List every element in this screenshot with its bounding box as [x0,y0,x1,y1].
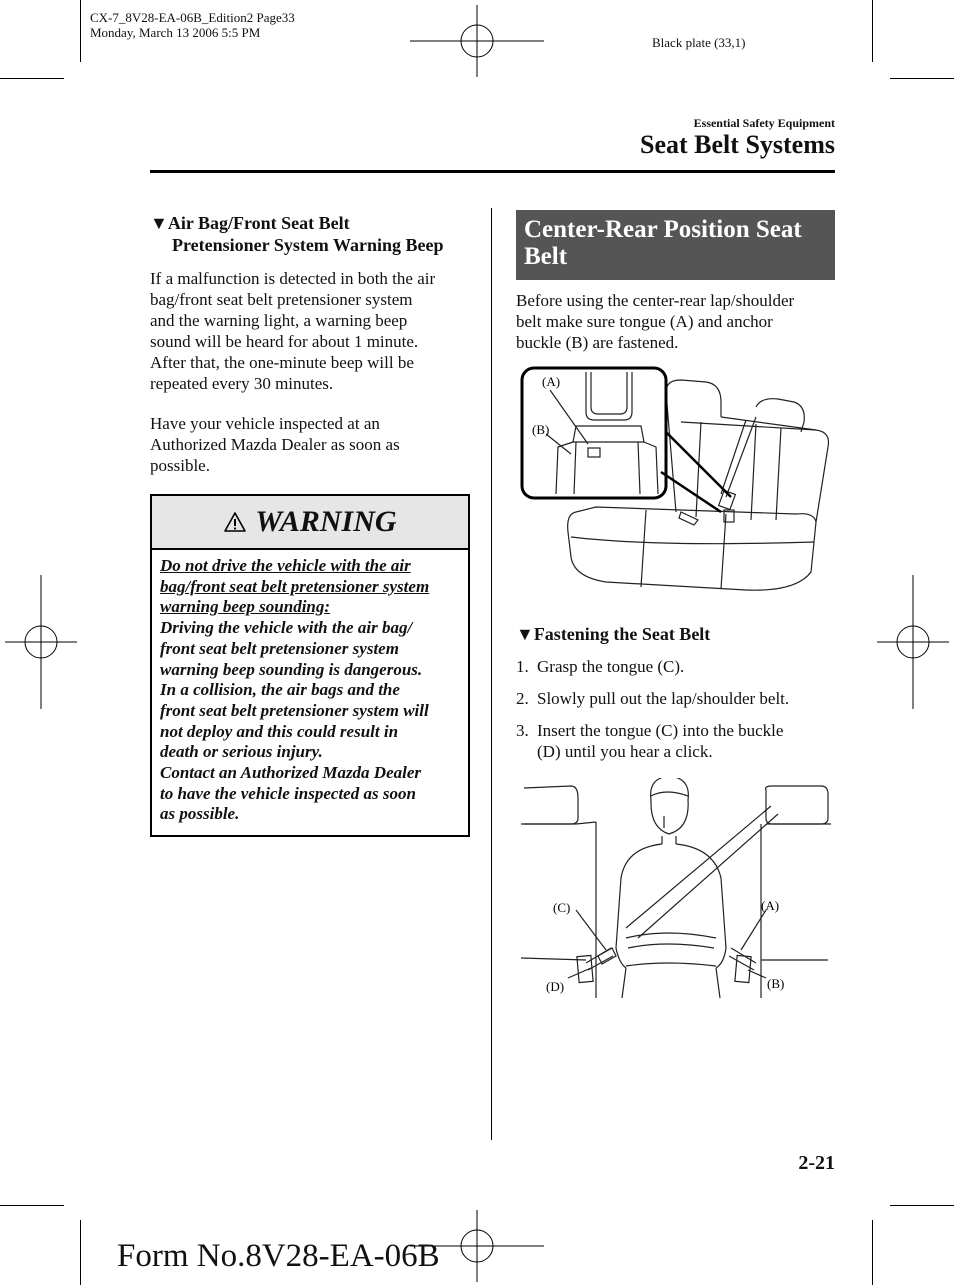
warning-line: as possible. [160,804,240,824]
text-line: possible. [150,456,210,475]
print-job-info [90,10,295,40]
fastening-heading: ▼Fastening the Seat Belt [516,624,711,644]
registration-mark-right [877,575,949,709]
text-line: bag/front seat belt pretensioner system [150,290,413,309]
fig2-label-c: (C) [553,900,571,915]
step-text-line: (D) until you hear a click. [537,742,713,761]
warning-line: to have the vehicle inspected as soon [160,783,416,803]
warning-line: Contact an Authorized Mazda Dealer [160,763,422,783]
text-line: Before using the center-rear lap/shoulder [516,291,795,310]
text-line: and the warning light, a warning beep [150,311,408,330]
fig2-label-b: (B) [767,976,785,991]
heading-line: Center-Rear Position Seat [524,216,802,243]
beep-heading-line: Pretensioner System Warning Beep [172,235,444,255]
fastening-illustration [516,778,836,1008]
fig2-label-d: (D) [546,979,565,994]
list-item [516,688,836,709]
inspect-paragraph [150,413,480,476]
fig1-label-a: (A) [542,374,561,389]
warning-header [152,496,468,550]
warning-body [152,550,468,831]
step-text: Slowly pull out the lap/shoulder belt. [537,689,790,708]
center-rear-intro [516,290,836,353]
fig1-label-b: (B) [532,422,550,437]
text-line: Have your vehicle inspected at an [150,414,380,433]
crop-mark [872,0,873,62]
plate-info: Black plate (33,1) [652,35,746,50]
crop-mark [80,1220,81,1285]
beep-heading-line: ▼Air Bag/Front Seat Belt [150,213,350,233]
warning-line: bag/front seat belt pretensioner system [160,576,430,596]
step-number: 3. [516,721,529,740]
warning-triangle-icon [223,511,247,533]
beep-paragraph [150,268,480,394]
beep-heading [150,212,480,256]
registration-mark-top [410,5,544,77]
text-line: Authorized Mazda Dealer as soon as [150,435,400,454]
warning-line: warning beep sounding: [160,597,331,617]
crop-mark [890,78,954,79]
form-number: Form No.8V28-EA-06B [117,1238,440,1274]
step-number: 2. [516,689,529,708]
header-rule [150,170,835,173]
list-item [516,720,836,762]
crop-mark [890,1205,954,1206]
warning-title: WARNING [255,505,397,538]
fastening-steps [516,656,836,762]
center-rear-heading [516,210,835,280]
warning-box [150,494,470,837]
step-text-line: Insert the tongue (C) into the buckle [537,721,784,740]
warning-line: not deploy and this could result in [160,721,399,741]
crop-mark [872,1220,873,1285]
warning-line: front seat belt pretensioner system [160,638,399,658]
text-line: repeated every 30 minutes. [150,374,334,393]
page-number: 2-21 [798,1152,835,1174]
column-divider [491,208,492,1140]
step-text: Grasp the tongue (C). [537,657,685,676]
crop-mark [0,1205,64,1206]
registration-mark-left [5,575,77,709]
fig2-label-a: (A) [761,898,780,913]
warning-line: death or serious injury. [160,742,323,762]
text-line: buckle (B) are fastened. [516,333,679,352]
warning-line: Driving the vehicle with the air bag/ [160,618,413,638]
print-job-date: Monday, March 13 2006 5:5 PM [90,25,261,40]
warning-line: Do not drive the vehicle with the air [160,556,411,575]
text-line: After that, the one-minute beep will be [150,353,414,372]
step-text [537,720,783,762]
text-line: sound will be heard for about 1 minute. [150,332,419,351]
crop-mark [0,78,64,79]
text-line: belt make sure tongue (A) and anchor [516,312,773,331]
warning-line: front seat belt pretensioner system will [160,700,429,720]
warning-line: In a collision, the air bags and the [160,680,400,700]
crop-mark [80,0,81,62]
warning-line: warning beep sounding is dangerous. [160,659,423,679]
list-item [516,656,836,677]
step-number: 1. [516,657,529,676]
heading-line: Belt [524,243,568,270]
print-job-file: CX-7_8V28-EA-06B_Edition2 Page33 [90,10,295,25]
section-category: Essential Safety Equipment [693,116,835,130]
text-line: If a malfunction is detected in both the air [150,269,436,288]
rear-seat-illustration [516,362,836,602]
section-title: Seat Belt Systems [640,130,835,159]
